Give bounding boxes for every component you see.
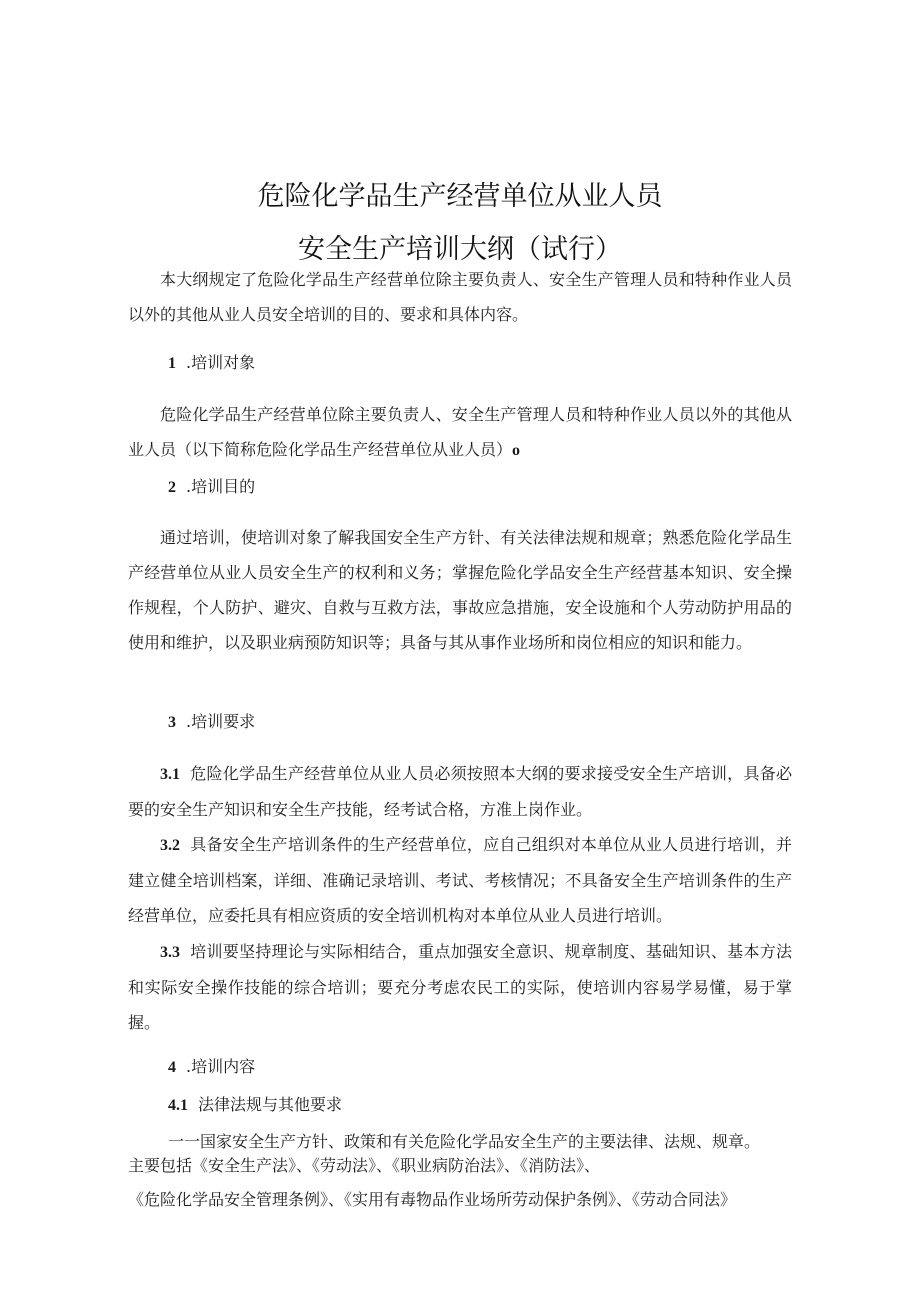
section-3-3-paragraph	[128, 934, 792, 1040]
section-2-title: .培训目的	[186, 477, 256, 496]
section-4-1-title: 法律法规与其他要求	[198, 1095, 343, 1114]
intro-paragraph: 本大纲规定了危险化学品生产经营单位除主要负责人、安全生产管理人员和特种作业人员以外的其他从业人员安全培训的目的、要求和具体内容。	[128, 270, 792, 324]
section-4-1-line-1: 一一国家安全生产方针、政策和有关危险化学品安全生产的主要法律、法规、规章。	[168, 1132, 761, 1151]
section-1-paragraph	[128, 397, 792, 468]
section-3-3-number: 3.3	[160, 944, 180, 961]
document-title-line-2: 安全生产培训大纲（试行）	[298, 234, 622, 265]
section-1-text: 危险化学品生产经营单位除主要负责人、安全生产管理人员和特种作业人员以外的其他从业人员（以下简称危险化学品生产经营单位从业人员）	[128, 405, 792, 459]
section-4-number: 4	[168, 1059, 176, 1076]
section-4-1-line-3: 《危险化学品安全管理条例》、《实用有毒物品作业场所劳动保护条例》、《劳动合同法》	[128, 1190, 737, 1209]
section-3-number: 3	[168, 714, 176, 731]
section-3-3-text: 培训要坚持理论与实际相结合，重点加强安全意识、规章制度、基础知识、基本方法和实际安全操作技能的综合培训；要充分考虑农民工的实际，使培训内容易学易懂，易于掌握。	[128, 942, 792, 1032]
section-4-heading	[168, 1049, 255, 1085]
section-1-tail: o	[512, 442, 521, 459]
document-title-line-1: 危险化学品生产经营单位从业人员	[257, 181, 663, 212]
section-2-number: 2	[168, 479, 176, 496]
section-4-1-heading	[168, 1087, 342, 1123]
section-4-1-line-2: 主要包括《安全生产法》、《劳动法》、《职业病防治法》、《消防法》、	[128, 1156, 601, 1175]
section-3-2-text: 具备安全生产培训条件的生产经营单位，应自己组织对本单位从业人员进行培训，并建立健全培训档案，详细、准确记录培训、考试、考核情况；不具备安全生产培训条件的生产经营单位，应委托具有相应资质的安全培训机构对本单位从业人员进行培训。	[128, 835, 792, 925]
section-3-2-paragraph	[128, 827, 792, 933]
section-1-title: .培训对象	[186, 353, 256, 372]
section-3-2-number: 3.2	[160, 837, 180, 854]
section-3-heading	[168, 704, 255, 740]
section-3-1-text: 危险化学品生产经营单位从业人员必须按照本大纲的要求接受安全生产培训，具备必要的安全生产知识和安全生产技能，经考试合格，方准上岗作业。	[128, 764, 792, 819]
section-3-title: .培训要求	[186, 712, 256, 731]
section-3-1-paragraph	[128, 756, 792, 827]
section-3-1-number: 3.1	[160, 766, 180, 783]
section-1-heading	[168, 345, 255, 381]
section-4-1-number: 4.1	[168, 1097, 188, 1114]
section-4-title: .培训内容	[186, 1057, 256, 1076]
section-2-paragraph: 通过培训，使培训对象了解我国安全生产方针、有关法律法规和规章；熟悉危险化学品生产经营单位从业人员安全生产的权利和义务；掌握危险化学品安全生产经营基本知识、安全操作规程，个人防护、避灾、自救与互救方法，事故应急措施，安全设施和个人劳动防护用品的使用和维护，以及职业病预防知识等；具备与其从事作业场所和岗位相应的知识和能力。	[128, 528, 792, 652]
section-2-heading	[168, 469, 255, 505]
section-1-number: 1	[168, 355, 176, 372]
